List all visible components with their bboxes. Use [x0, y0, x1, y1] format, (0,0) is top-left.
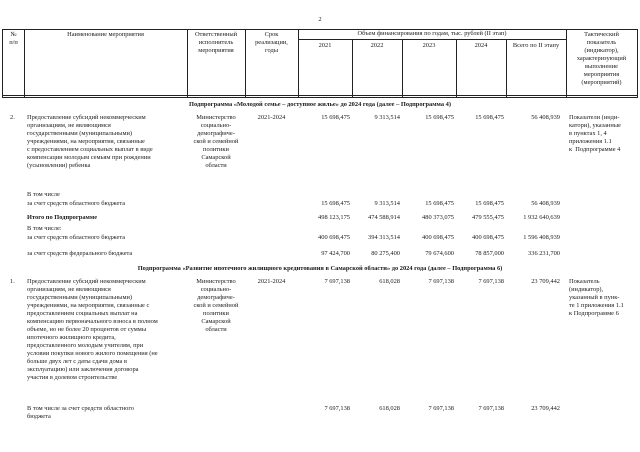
subprogram-6-title: Подпрограмма «Развитие ипотечного жилищного кредитования в Самарской области» до 2024 года (далее – Подпрограмма 6) — [137, 265, 503, 272]
sub4-incl2-label: В том числе: — [27, 225, 62, 232]
sub4-total-federal-2021: 97 424,700 — [321, 250, 350, 257]
col-line — [637, 29, 638, 97]
sub4-row-2021: 15 698,475 — [321, 114, 350, 121]
header-year-2022: 2022 — [370, 42, 384, 49]
sub4-total-regional-2022: 394 313,514 — [368, 234, 400, 241]
sub4-total-federal-total: 336 231,700 — [528, 250, 560, 257]
sub4-total-regional-2021: 400 698,475 — [318, 234, 350, 241]
header-year-2023: 2023 — [422, 42, 436, 49]
header-financing: Объем финансирования по годам, тыс. рублей (II этап) — [357, 30, 507, 37]
sub6-row-total: 23 709,442 — [531, 278, 560, 285]
financing-subheader-line — [298, 39, 566, 40]
sub4-total-federal-2022: 80 275,400 — [371, 250, 400, 257]
subprogram-4-title: Подпрограмма «Молодой семье – доступное жилье» до 2024 года (далее – Подпрограмма 4) — [189, 101, 451, 108]
sub4-total-2023: 480 373,075 — [422, 214, 454, 221]
sub6-row-2022: 618,028 — [379, 278, 400, 285]
sub4-row-no: 2. — [10, 114, 15, 121]
header-term: Срок реализации, годы — [255, 31, 288, 54]
sub4-regional-total: 56 408,939 — [531, 200, 560, 207]
sub4-total-federal-2023: 79 674,600 — [425, 250, 454, 257]
header-name: Наименование мероприятия — [67, 31, 144, 38]
sub4-regional-label: за счет средств областного бюджета — [27, 200, 126, 207]
sub6-row-indicator: Показатель (индикатор), указанный в пунк- те 1 приложения 1.1 к Подпрограмме 6 — [569, 278, 624, 317]
sub6-row-2021: 7 697,138 — [324, 278, 350, 285]
sub4-row-term: 2021-2024 — [257, 114, 286, 121]
col-line — [24, 29, 25, 97]
sub6-regional-label: В том числе за счет средств областного бюджета — [27, 405, 134, 420]
sub6-row-term: 2021-2024 — [257, 278, 286, 285]
sub4-total-2022: 474 588,914 — [368, 214, 400, 221]
sub6-regional-total: 23 709,442 — [531, 405, 560, 412]
sub4-row-2023: 15 698,475 — [425, 114, 454, 121]
sub4-total-regional-label: за счет средств областного бюджета — [27, 234, 126, 241]
sub4-row-2024: 15 698,475 — [475, 114, 504, 121]
header-responsible: Ответственный исполнитель мероприятия — [194, 31, 238, 54]
sub4-total-federal-label: за счет средств федерального бюджета — [27, 250, 133, 257]
header-total-stage: Всего по II этапу — [512, 42, 560, 49]
sub4-total-2024: 479 555,475 — [472, 214, 504, 221]
sub4-total-regional-2024: 400 698,475 — [472, 234, 504, 241]
sub4-total-regional-total: 1 596 408,939 — [523, 234, 560, 241]
header-indicator: Тактический показатель (индикатор), характеризующий выполнение мероприятия (мероприятий) — [576, 31, 627, 86]
sub4-total-total: 1 932 640,639 — [523, 214, 560, 221]
sub4-total-federal-2024: 78 857,000 — [475, 250, 504, 257]
sub4-incl-label: В том числе — [27, 191, 60, 198]
sub6-row-no: 1. — [10, 278, 15, 285]
sub6-row-2023: 7 697,138 — [428, 278, 454, 285]
sub4-row-total: 56 408,939 — [531, 114, 560, 121]
header-no: № п/п — [9, 31, 18, 46]
sub4-row-indicator: Показатели (инди- катори), указанные в пунктах 1, 4 приложения 1.1 к Подпрограмме 4 — [569, 114, 621, 153]
sub6-row-name: Предоставление субсидий некоммерческим организациям, не являющимся государственными (муниципальными) учреждениями, на мероприятия, связанные с предоставлением социальных выплат на компенсацию первоначального взноса в полном объеме, но не более 20 процентов от суммы ипотечного жилищного кредита, предоставленного молодым учителям, при условии покупки нового жилого помещения (не больше двух лет с даты сдачи дома в эксплуатацию) или заключения договора участия в долевом строительстве — [27, 278, 158, 381]
sub4-regional-2021: 15 698,475 — [321, 200, 350, 207]
sub4-row-2022: 9 313,514 — [374, 114, 400, 121]
col-line — [298, 29, 299, 97]
header-year-2021: 2021 — [318, 42, 332, 49]
sub6-regional-2022: 618,028 — [379, 405, 400, 412]
page-number: 2 — [318, 16, 322, 23]
sub6-regional-2021: 7 697,138 — [324, 405, 350, 412]
sub4-regional-2022: 9 313,514 — [374, 200, 400, 207]
header-bottom-border — [2, 95, 638, 96]
sub6-row-2024: 7 697,138 — [478, 278, 504, 285]
sub4-total-2021: 498 123,175 — [318, 214, 350, 221]
header-bottom-border-2 — [2, 97, 638, 98]
sub6-regional-2023: 7 697,138 — [428, 405, 454, 412]
sub4-regional-2024: 15 698,475 — [475, 200, 504, 207]
sub6-row-responsible: Министерство социально- демографиче- ской и семейной политики Самарской области — [193, 278, 239, 333]
sub4-regional-2023: 15 698,475 — [425, 200, 454, 207]
sub4-row-name: Предоставление субсидий некоммерческим организациям, не являющимся государственными (муниципальными) учреждениями, на мероприятия, связанные с предоставлением социальных выплат в виде компенсации молодым семьям при рождении (усыновлении) ребенка — [27, 114, 153, 169]
sub6-regional-2024: 7 697,138 — [478, 405, 504, 412]
header-year-2024: 2024 — [474, 42, 488, 49]
sub4-row-responsible: Министерство социально- демографиче- ской и семейной политики Самарской области — [193, 114, 239, 169]
sub4-total-label: Итого по Подпрограмме — [27, 214, 98, 221]
sub4-total-regional-2023: 400 698,475 — [422, 234, 454, 241]
